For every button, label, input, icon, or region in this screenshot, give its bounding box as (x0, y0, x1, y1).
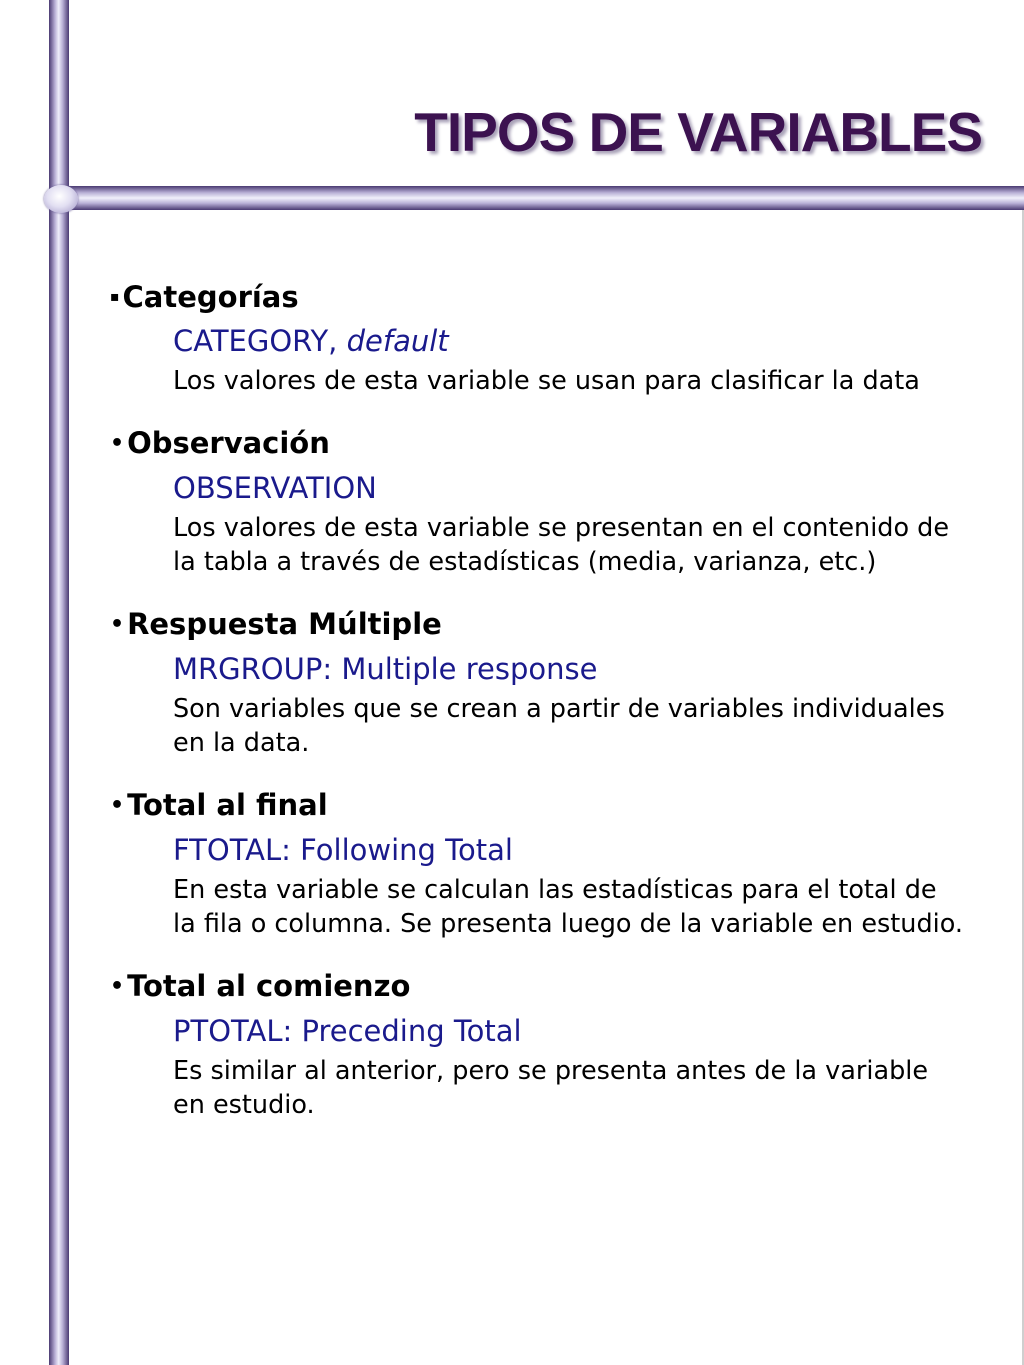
dot-bullet-icon: • (110, 793, 125, 818)
section-heading (110, 424, 970, 463)
section-code-italic: default (346, 324, 449, 358)
section-code: FTOTAL: Following Total (173, 833, 513, 867)
slide-title: TIPOS DE VARIABLES (414, 101, 982, 163)
section-code: OBSERVATION (173, 471, 377, 505)
section-heading-text: Categorías (122, 280, 299, 314)
square-bullet-icon: ▪ (110, 289, 120, 305)
dot-bullet-icon: • (110, 431, 125, 456)
section-heading (110, 967, 970, 1006)
horizontal-decorative-bar (60, 186, 1024, 210)
section-total-al-comienzo (110, 967, 970, 1122)
section-heading (110, 786, 970, 825)
section-description: Es similar al anterior, pero se presenta antes de la variable en estudio. (173, 1056, 929, 1120)
section-heading (110, 605, 970, 644)
bar-junction-knob (44, 185, 78, 213)
section-respuesta-multiple (110, 605, 970, 760)
section-heading-text: Respuesta Múltiple (127, 607, 442, 641)
section-description: En esta variable se calculan las estadísticas para el total de la fila o columna. Se presenta luego de la variable en estudio. (173, 875, 963, 939)
section-description: Los valores de esta variable se usan para clasificar la data (173, 366, 920, 396)
dot-bullet-icon: • (110, 974, 125, 999)
section-heading (110, 278, 970, 316)
section-heading-text: Total al comienzo (127, 969, 411, 1003)
variable-types-list (110, 278, 970, 1148)
section-code: MRGROUP: Multiple response (173, 652, 598, 686)
section-description: Son variables que se crean a partir de variables individuales en la data. (173, 694, 945, 758)
section-total-al-final (110, 786, 970, 941)
dot-bullet-icon: • (110, 612, 125, 637)
section-heading-text: Observación (127, 426, 330, 460)
section-categorias (110, 278, 970, 398)
section-code (173, 322, 970, 360)
section-code-text: CATEGORY, (173, 324, 338, 358)
section-description: Los valores de esta variable se presentan en el contenido de la tabla a través de estadísticas (media, varianza, etc.) (173, 513, 950, 577)
section-heading-text: Total al final (127, 788, 328, 822)
section-observacion (110, 424, 970, 579)
section-code: PTOTAL: Preceding Total (173, 1014, 522, 1048)
